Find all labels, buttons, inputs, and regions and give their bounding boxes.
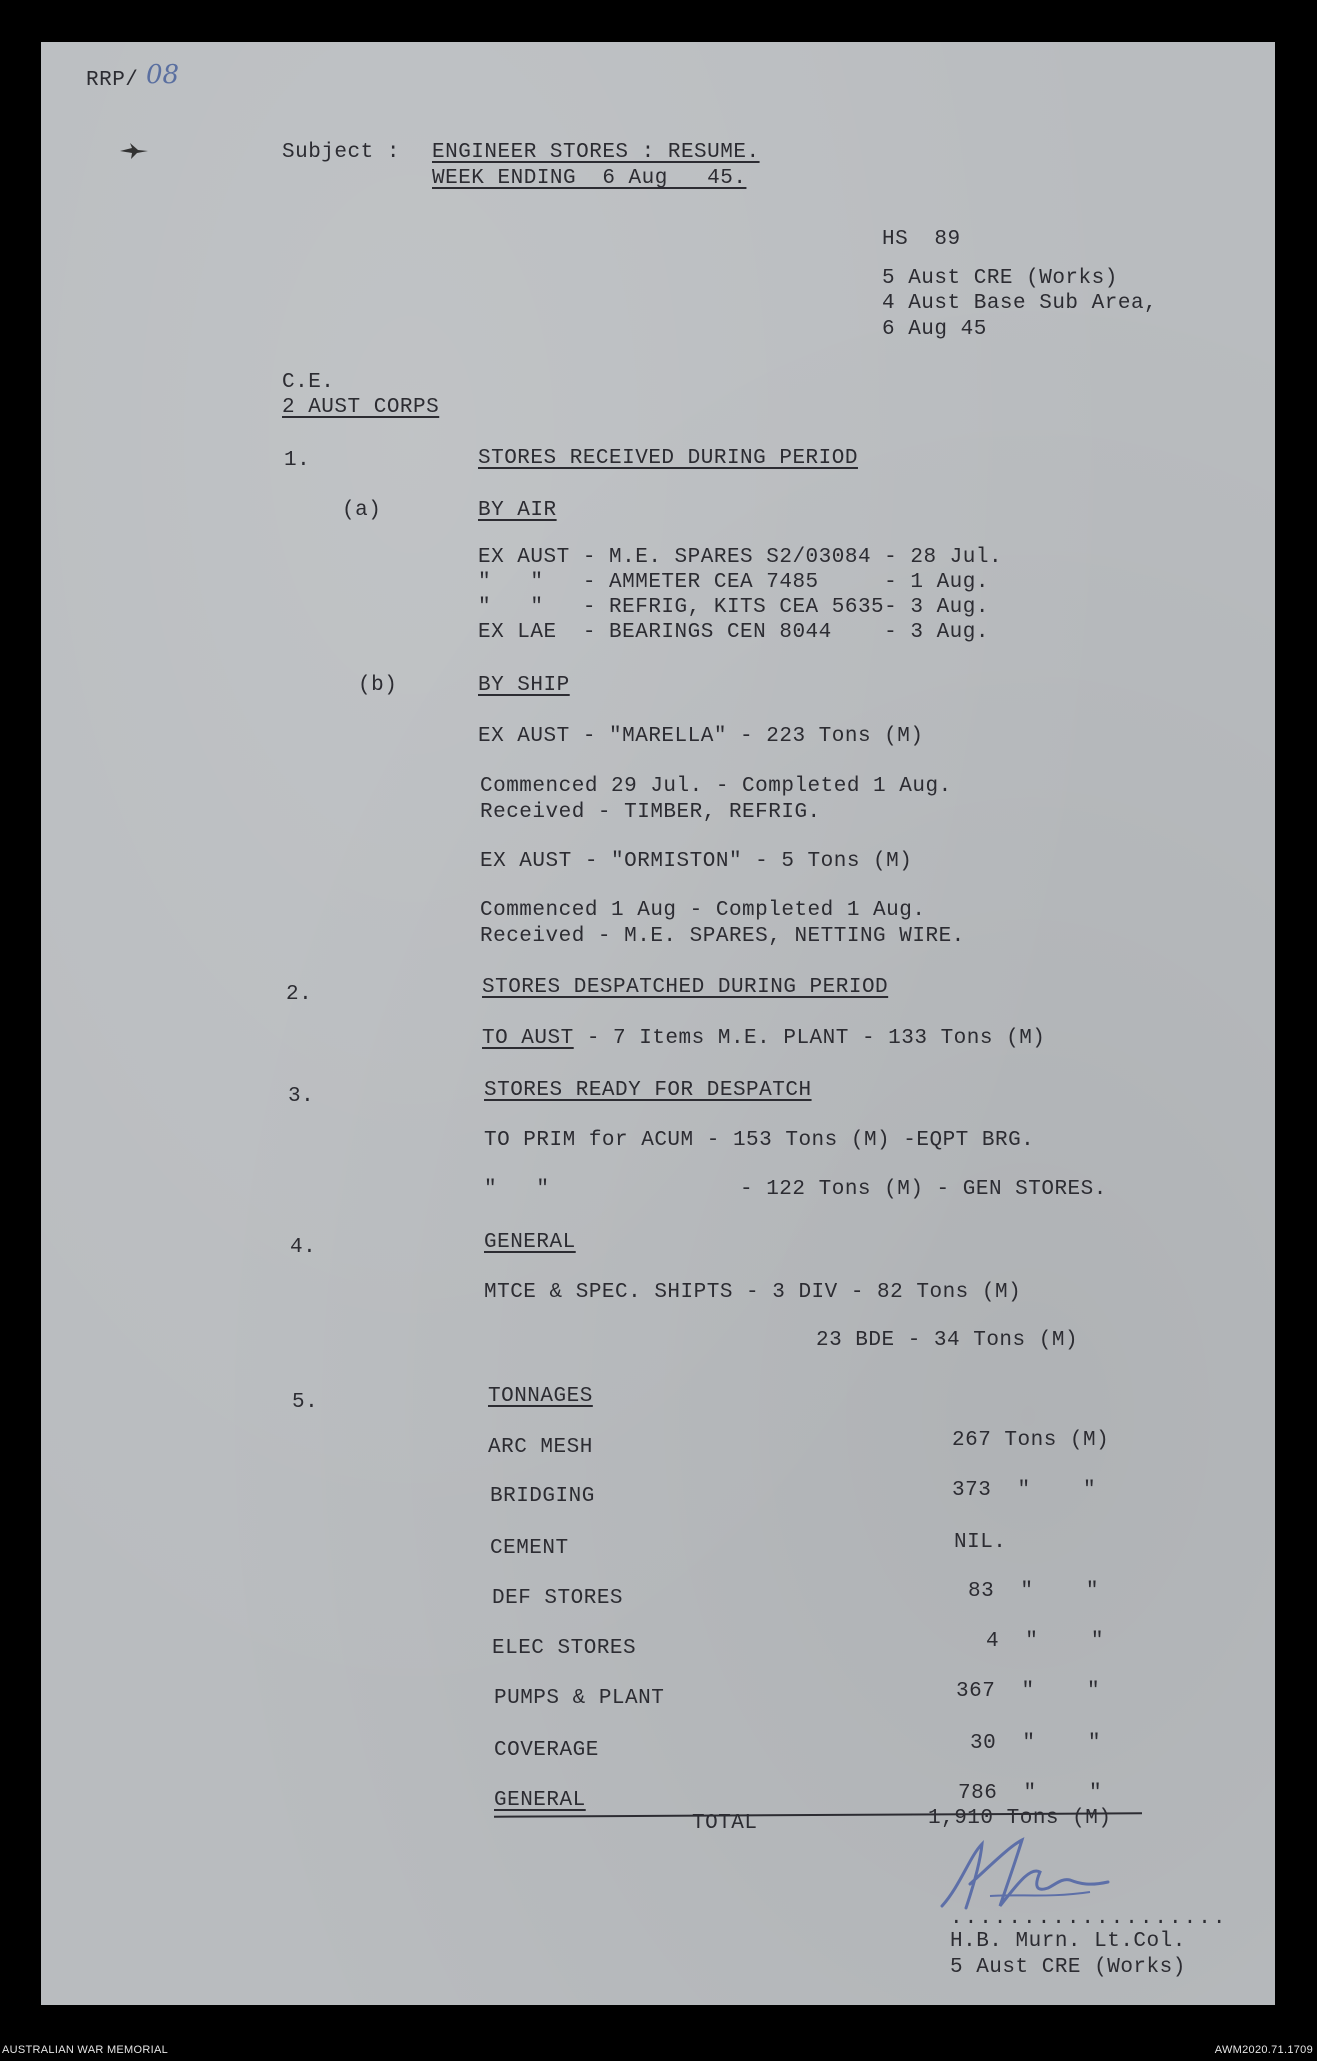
signature-dots: ................... — [950, 1907, 1228, 1930]
reference-unit: 5 Aust CRE (Works) — [882, 267, 1118, 290]
section-4-number: 4. — [290, 1236, 317, 1259]
file-reference-handwritten: 08 — [146, 60, 180, 90]
tonnage-item: ELEC STORES — [492, 1637, 637, 1660]
addressee-line2: 2 AUST CORPS — [282, 396, 440, 419]
air-line-3: " " - REFRIG, KITS CEA 5635- 3 Aug. — [478, 596, 989, 619]
section-2-destination: TO AUST — [482, 1027, 574, 1050]
tonnage-item: DEF STORES — [492, 1587, 624, 1610]
tonnage-value: 83 " " — [968, 1580, 1100, 1603]
section-2-heading: STORES DESPATCHED DURING PERIOD — [482, 976, 889, 999]
section-2-detail: - 7 Items M.E. PLANT - 133 Tons (M) — [573, 1027, 1046, 1050]
subject-title: ENGINEER STORES : RESUME. — [432, 141, 760, 164]
total-label: TOTAL — [692, 1812, 758, 1835]
section-3-ditto: " " — [484, 1178, 550, 1201]
section-1-heading: STORES RECEIVED DURING PERIOD — [478, 447, 858, 470]
ship-2-received: Received - M.E. SPARES, NETTING WIRE. — [480, 925, 965, 948]
section-1-number: 1. — [284, 449, 311, 472]
signatory-unit: 5 Aust CRE (Works) — [950, 1956, 1186, 1979]
reference-area: 4 Aust Base Sub Area, — [882, 292, 1158, 315]
subject-week: WEEK ENDING 6 Aug 45. — [432, 167, 747, 190]
section-3-line-1: TO PRIM for ACUM - 153 Tons (M) -EQPT BRG. — [484, 1129, 1035, 1152]
section-3-heading: STORES READY FOR DESPATCH — [484, 1079, 812, 1102]
air-line-2: " " - AMMETER CEA 7485 - 1 Aug. — [478, 571, 989, 594]
tonnage-item: COVERAGE — [494, 1739, 599, 1762]
section-3-number: 3. — [288, 1085, 315, 1108]
tonnage-value: 367 " " — [956, 1680, 1101, 1703]
ship-1-received: Received - TIMBER, REFRIG. — [480, 801, 821, 824]
tonnage-item: BRIDGING — [490, 1485, 595, 1508]
tonnage-value: 786 " " — [958, 1782, 1103, 1805]
addressee-line1: C.E. — [282, 371, 335, 394]
file-reference: RRP/ — [86, 69, 139, 92]
tonnage-value: 373 " " — [952, 1479, 1097, 1502]
tonnage-item: GENERAL — [494, 1789, 586, 1812]
section-2-line — [482, 1026, 1045, 1052]
section-2-number: 2. — [286, 983, 313, 1006]
section-4-line-2: 23 BDE - 34 Tons (M) — [816, 1329, 1079, 1352]
tonnage-item: ARC MESH — [488, 1436, 593, 1459]
section-1a-label: (a) — [342, 499, 382, 522]
ship-1: EX AUST - "MARELLA" - 223 Tons (M) — [478, 725, 924, 748]
ship-2: EX AUST - "ORMISTON" - 5 Tons (M) — [480, 850, 913, 873]
tonnage-item: CEMENT — [490, 1537, 569, 1560]
section-3-line-2: - 122 Tons (M) - GEN STORES. — [740, 1178, 1107, 1201]
subject-label: Subject : — [282, 141, 400, 164]
section-5-heading: TONNAGES — [488, 1385, 593, 1408]
air-line-1: EX AUST - M.E. SPARES S2/03084 - 28 Jul. — [478, 546, 1003, 569]
signatory-name: H.B. Murn. Lt.Col. — [950, 1930, 1186, 1953]
tonnage-item: PUMPS & PLANT — [494, 1687, 665, 1710]
section-4-heading: GENERAL — [484, 1231, 576, 1254]
ship-2-commenced: Commenced 1 Aug - Completed 1 Aug. — [480, 899, 926, 922]
ship-1-commenced: Commenced 29 Jul. - Completed 1 Aug. — [480, 775, 952, 798]
section-1b-heading: BY SHIP — [478, 674, 570, 697]
air-line-4: EX LAE - BEARINGS CEN 8044 - 3 Aug. — [478, 621, 989, 644]
signature-image — [930, 1826, 1130, 1916]
tonnage-value: 267 Tons (M) — [952, 1429, 1110, 1452]
footer-left: AUSTRALIAN WAR MEMORIAL — [2, 2044, 169, 2056]
section-1b-label: (b) — [358, 674, 398, 697]
tonnage-value: 4 " " — [986, 1630, 1104, 1653]
tonnage-value: NIL. — [954, 1531, 1007, 1554]
punch-mark-icon — [118, 142, 150, 165]
section-1a-heading: BY AIR — [478, 499, 557, 522]
reference-number: HS 89 — [882, 228, 961, 251]
footer-right: AWM2020.71.1709 — [1214, 2044, 1313, 2056]
total-value: 1,910 Tons (M) — [928, 1807, 1112, 1830]
section-4-line-1: MTCE & SPEC. SHIPTS - 3 DIV - 82 Tons (M) — [484, 1281, 1022, 1304]
reference-date: 6 Aug 45 — [882, 318, 987, 341]
section-5-number: 5. — [292, 1391, 319, 1414]
tonnage-value: 30 " " — [970, 1732, 1102, 1755]
